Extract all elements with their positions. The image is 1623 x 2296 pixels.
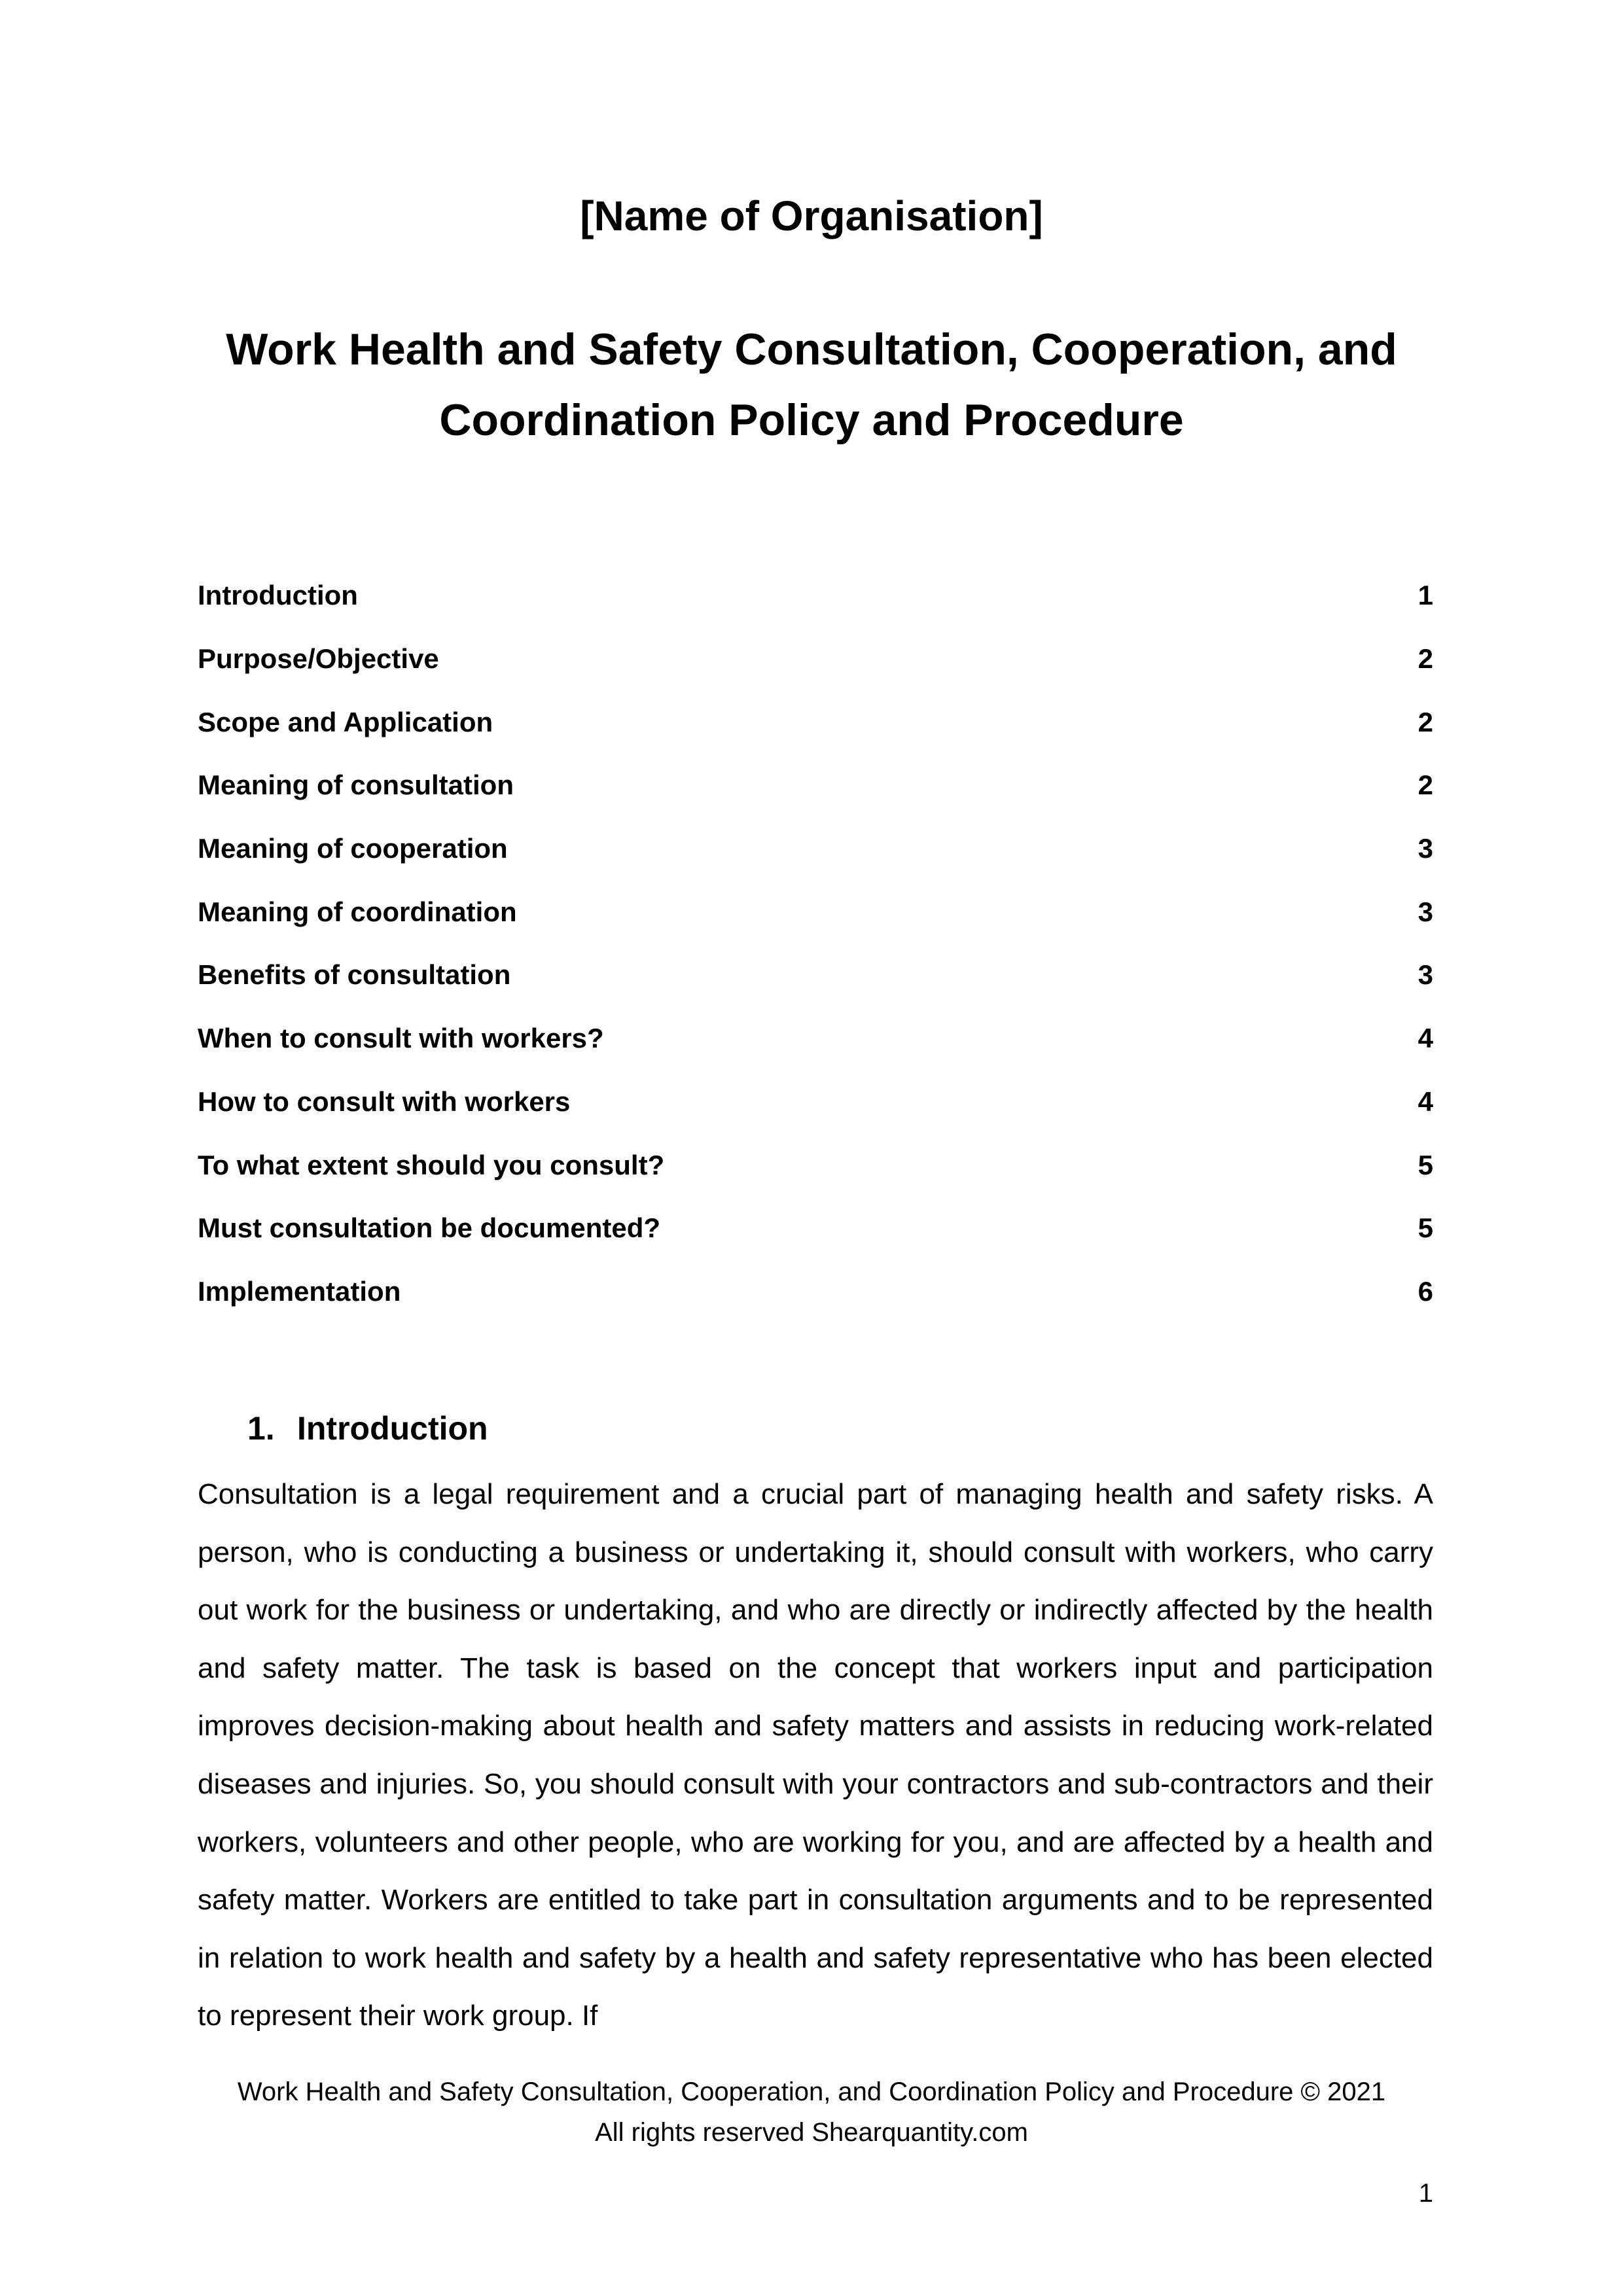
toc-entry-introduction[interactable] bbox=[198, 564, 1433, 627]
toc-entry-page: 4 bbox=[1418, 1023, 1433, 1054]
document-title-line-2: Coordination Policy and Procedure bbox=[439, 395, 1184, 445]
toc-entry-label: Meaning of cooperation bbox=[198, 833, 508, 864]
table-of-contents bbox=[198, 564, 1433, 1323]
toc-entry-benefits-of-consultation[interactable] bbox=[198, 944, 1433, 1007]
toc-entry-page: 1 bbox=[1418, 580, 1433, 611]
toc-entry-label: Benefits of consultation bbox=[198, 959, 511, 991]
toc-entry-page: 3 bbox=[1418, 833, 1433, 864]
toc-entry-page: 3 bbox=[1418, 896, 1433, 927]
toc-entry-label: Scope and Application bbox=[198, 706, 493, 737]
toc-entry-label: Introduction bbox=[198, 580, 358, 611]
toc-entry-label: Implementation bbox=[198, 1275, 401, 1307]
toc-entry-page: 2 bbox=[1418, 643, 1433, 675]
toc-entry-scope-and-application[interactable] bbox=[198, 690, 1433, 754]
toc-entry-meaning-of-consultation[interactable] bbox=[198, 754, 1433, 817]
toc-entry-label: Must consultation be documented? bbox=[198, 1212, 661, 1244]
introduction-paragraph: Consultation is a legal requirement and a crucial part of managing health and safety risks. A person, who is conducting a business or undertaking it, should consult with workers, who carry out work for the business or undertaking, and who are directly or indirectly affected by the health and safety matter. The task is based on the concept that workers input and participation improves decision-making about health and safety matters and assists in reducing work-related diseases and injuries. So, you should consult with your contractors and sub-contractors and their workers, volunteers and other people, who are working for you, and are affected by a health and safety matter. Workers are entitled to take part in consultation arguments and to be represented in relation to work health and safety by a health and safety representative who has been elected to represent their work group. If bbox=[198, 1478, 1433, 2032]
organisation-name: [Name of Organisation] bbox=[580, 192, 1043, 239]
section-number: 1. bbox=[247, 1410, 275, 1447]
page-footer bbox=[0, 2072, 1623, 2153]
toc-entry-consultation-documented[interactable] bbox=[198, 1197, 1433, 1260]
toc-entry-meaning-of-cooperation[interactable] bbox=[198, 817, 1433, 881]
section-heading-introduction bbox=[247, 1405, 488, 1451]
toc-entry-page: 4 bbox=[1418, 1086, 1433, 1117]
toc-entry-extent-of-consultation[interactable] bbox=[198, 1133, 1433, 1197]
toc-entry-page: 5 bbox=[1418, 1212, 1433, 1244]
toc-entry-label: Purpose/Objective bbox=[198, 643, 439, 675]
toc-entry-page: 2 bbox=[1418, 706, 1433, 737]
footer-rights-line: All rights reserved Shearquantity.com bbox=[595, 2118, 1028, 2147]
section-title: Introduction bbox=[297, 1410, 488, 1447]
page-number: 1 bbox=[1418, 2179, 1433, 2208]
toc-entry-how-to-consult[interactable] bbox=[198, 1070, 1433, 1134]
toc-entry-page: 5 bbox=[1418, 1149, 1433, 1180]
toc-entry-purpose-objective[interactable] bbox=[198, 627, 1433, 691]
toc-entry-label: Meaning of consultation bbox=[198, 769, 514, 801]
toc-entry-label: How to consult with workers bbox=[198, 1086, 571, 1117]
toc-entry-label: When to consult with workers? bbox=[198, 1023, 604, 1054]
toc-entry-when-to-consult[interactable] bbox=[198, 1007, 1433, 1070]
toc-entry-page: 2 bbox=[1418, 769, 1433, 801]
document-title bbox=[196, 314, 1427, 455]
document-title-line-1: Work Health and Safety Consultation, Cooperation, and bbox=[226, 325, 1397, 374]
toc-entry-label: Meaning of coordination bbox=[198, 896, 517, 927]
toc-entry-label: To what extent should you consult? bbox=[198, 1149, 665, 1180]
toc-entry-page: 3 bbox=[1418, 959, 1433, 991]
footer-document-line: Work Health and Safety Consultation, Cooperation, and Coordination Policy and Procedure © 2021 bbox=[237, 2077, 1386, 2106]
toc-entry-implementation[interactable] bbox=[198, 1260, 1433, 1324]
toc-entry-meaning-of-coordination[interactable] bbox=[198, 880, 1433, 944]
toc-entry-page: 6 bbox=[1418, 1275, 1433, 1307]
